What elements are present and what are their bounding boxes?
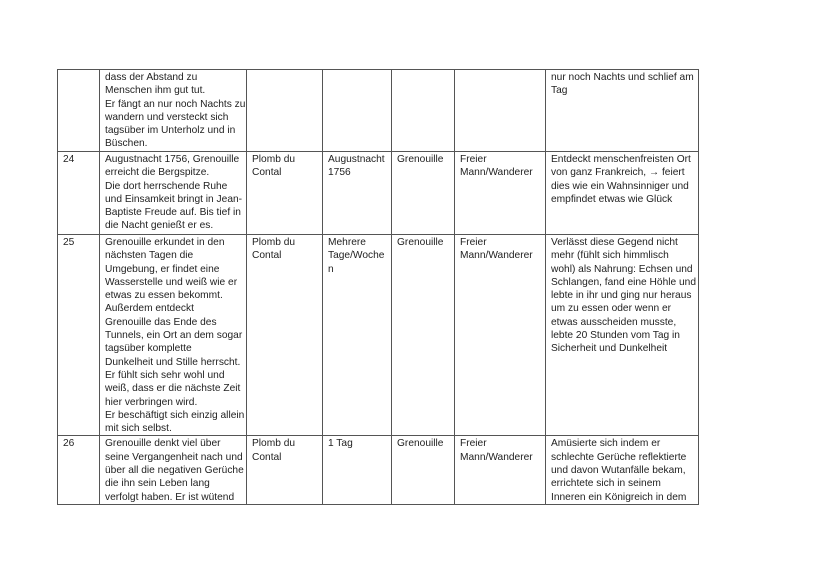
cell-rolle [455,436,546,504]
cell-line: Tag [551,85,568,97]
cell-line: Contal [252,167,282,179]
cell-line: 1 Tag [328,438,353,450]
cell-line: wohl) als Nahrung: Echsen und [551,263,693,275]
cell-line: nur noch Nachts und schlief am [551,72,694,83]
cell-text: Grenouille [397,154,444,165]
cell-line: Umgebung, er findet eine [105,263,220,275]
cell-line: Büschen. [105,138,148,150]
cell-entwicklung [546,235,699,436]
cell-line: Freier [460,438,487,450]
cell-figur [392,436,455,504]
cell-line: n [328,263,334,275]
cell-entwicklung [546,152,699,235]
cell-rolle [455,235,546,436]
cell-zeit [323,235,392,436]
cell-line: Menschen ihm gut tut. [105,85,206,97]
table-row [58,152,699,235]
cell-line: Contal [252,451,282,463]
cell-zeit [323,152,392,235]
cell-line: mehr (fühlt sich himmlisch [551,250,669,262]
cell-inhalt [100,70,247,152]
cell-line: schlechte Gerüche reflektierte [551,451,687,463]
cell-line: hier verbringen wird. [105,396,198,408]
cell-text: Grenouille [397,438,444,450]
cell-line: Mann/Wanderer [460,451,533,463]
cell-line: empfindet etwas wie Glück [551,193,673,205]
cell-entwicklung [546,436,699,504]
cell-line: Plomb du [252,154,296,165]
cell-line: lebte 20 Stunden vom Tag in [551,330,680,342]
cell-line: Plomb du [252,438,296,450]
cell-line: etwas ausscheiden musste, [551,316,677,328]
cell-line: Contal [252,250,282,262]
cell-line: errichtete sich in seinem [551,478,661,490]
cell-line: weiß, dass er die nächste Zeit [105,383,241,395]
cell-ort [247,152,323,235]
cell-inhalt [100,152,247,235]
cell-rolle [455,152,546,235]
cell-line: die ihn sein Leben lang [105,478,210,490]
cell-line: Er beschäftigt sich einzig allein [105,409,245,421]
cell-nr [58,235,100,436]
cell-line: und davon Wutanfälle bekam, [551,465,686,477]
cell-zeit [323,436,392,504]
cell-line: 1756 [328,167,351,179]
cell-line: Amüsierte sich indem er [551,438,661,450]
cell-zeit [323,70,392,152]
cell-line: mit sich selbst. [105,423,172,435]
table-row [58,235,699,436]
cell-nr [58,152,100,235]
cell-inhalt [100,235,247,436]
cell-line: und Einsamkeit bringt in Jean- [105,193,243,205]
cell-line: lebte in ihr und ging nur heraus [551,290,692,302]
cell-line: Grenouille das Ende des [105,316,217,328]
cell-text: 24 [63,154,75,165]
cell-line: Schlangen, fand eine Höhle und [551,276,697,288]
cell-line: dass der Abstand zu [105,72,198,83]
cell-line: tagsüber komplette [105,343,192,355]
cell-line: etwas zu essen bekommt. [105,290,223,302]
cell-line: verfolgt haben. Er ist wütend [105,491,235,503]
cell-line: über all die negativen Gerüche [105,465,244,477]
cell-line: Tage/Woche [328,250,385,262]
cell-line: wandern und versteckt sich [105,111,229,123]
cell-line: Wasserstelle und weiß wie er [105,276,238,288]
cell-line: Sicherheit und Dunkelheit [551,343,668,355]
cell-line: Dunkelheit und Stille herrscht. [105,356,241,368]
cell-line: Plomb du [252,237,296,248]
cell-line: erreicht die Bergspitze. [105,167,210,179]
cell-line: Grenouille erkundet in den [105,237,225,248]
cell-text: 26 [63,438,75,450]
cell-nr [58,436,100,504]
cell-line: nächsten Tagen die [105,250,194,262]
cell-ort [247,70,323,152]
cell-line: Inneren ein Königreich in dem [551,491,687,503]
cell-line: Freier [460,154,487,165]
cell-ort [247,235,323,436]
cell-line: Entdeckt menschenfreisten Ort [551,154,691,165]
cell-line: Er fängt an nur noch Nachts zu [105,98,246,110]
cell-line: seine Vergangenheit nach und [105,451,243,463]
cell-line: von ganz Frankreich, → feiert [551,167,685,179]
cell-line: Mann/Wanderer [460,250,533,262]
cell-line: Baptiste Freude auf. Bis tief in [105,207,241,219]
cell-line: tagsüber im Unterholz und in [105,125,236,137]
cell-line: Er fühlt sich sehr wohl und [105,369,225,381]
cell-inhalt [100,436,247,504]
cell-line: Tunnels, ein Ort an dem sogar [105,330,243,342]
cell-line: dies wie ein Wahnsinniger und [551,180,689,192]
cell-line: Mehrere [328,237,366,248]
table-row [58,436,699,504]
cell-line: die Nacht genießt er es. [105,220,214,232]
cell-line: Außerdem entdeckt [105,303,194,315]
cell-line: Augustnacht 1756, Grenouille [105,154,240,165]
cell-line: Augustnacht [328,154,385,165]
cell-entwicklung [546,70,699,152]
cell-line: Die dort herrschende Ruhe [105,180,228,192]
plot-table [57,69,699,505]
cell-figur [392,152,455,235]
cell-figur [392,235,455,436]
cell-ort [247,436,323,504]
cell-nr [58,70,100,152]
cell-line: Verlässt diese Gegend nicht [551,237,678,248]
cell-line: Freier [460,237,487,248]
cell-text: Grenouille [397,237,444,248]
table-row [58,70,699,152]
cell-figur [392,70,455,152]
cell-line: um zu essen oder wenn er [551,303,672,315]
cell-rolle [455,70,546,152]
cell-text: 25 [63,237,75,248]
cell-line: Grenouille denkt viel über [105,438,221,450]
cell-line: Mann/Wanderer [460,167,533,179]
